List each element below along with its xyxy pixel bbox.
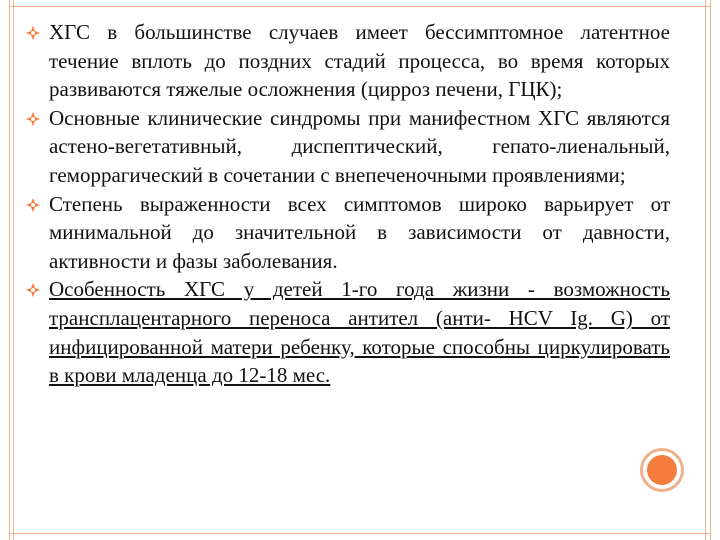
frame-left-line (9, 0, 10, 540)
frame-right-line (710, 0, 711, 540)
bullet-item (26, 190, 670, 276)
bullet-icon (26, 112, 40, 126)
slide-content (26, 18, 670, 390)
bullet-text: ХГС в большинстве случаев имеет бессимптомное латентное течение вплоть до поздних стадий процесса, во время которых развиваются тяжелые осложнения (цирроз печени, ГЦК); (49, 20, 670, 102)
frame-right-inner-line (705, 0, 706, 540)
bullet-text: Степень выраженности всех симптомов широко варьирует от минимальной до значительной в зависимости от давности, активности и фазы заболевания. (49, 191, 670, 273)
bullet-item (26, 18, 670, 104)
bullet-icon (26, 26, 40, 40)
bullet-item (26, 104, 670, 190)
bullet-item (26, 275, 670, 389)
orange-circle-icon (640, 448, 684, 492)
bullet-icon (26, 283, 40, 297)
bullet-text: Особенность ХГС у детей 1-го года жизни - возможность трансплацентарного переноса антител (анти- HCV Ig. G) от инфицированной матери ребенку, которые способны циркулировать в крови младенца до 12-18 мес. (49, 277, 670, 388)
bullet-icon (26, 198, 40, 212)
frame-left-inner-line (13, 0, 14, 540)
frame-top-line (9, 6, 711, 7)
bullet-text: Основные клинические синдромы при манифестном ХГС являются астено-вегетативный, диспептический, гепато-лиенальный, геморрагический в сочетании с внепеченочными проявлениями; (49, 105, 670, 187)
frame-bottom-line (9, 533, 711, 534)
